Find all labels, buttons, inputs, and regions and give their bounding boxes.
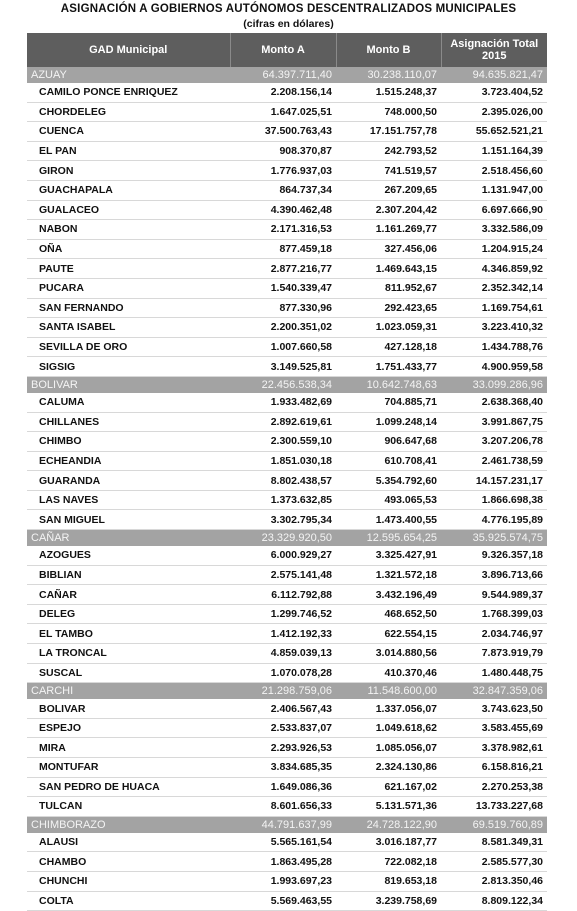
province-row [27, 816, 547, 833]
municipality-name: CHORDELEG [27, 102, 230, 122]
total-cell: 1.480.448,75 [441, 663, 547, 683]
monto-b-cell: 493.065,53 [336, 490, 441, 510]
table-row [27, 357, 547, 377]
monto-b-cell: 3.239.758,69 [336, 891, 441, 911]
municipality-name: SAN FERNANDO [27, 298, 230, 318]
municipality-name: ECHEANDIA [27, 451, 230, 471]
table-row [27, 141, 547, 161]
monto-a-cell: 1.540.339,47 [230, 278, 336, 298]
total-cell: 3.583.455,69 [441, 718, 547, 738]
header-gad-municipal: GAD Municipal [27, 33, 230, 67]
province-monto-b: 11.548.600,00 [336, 683, 441, 700]
total-cell: 4.900.959,58 [441, 357, 547, 377]
table-row [27, 718, 547, 738]
monto-a-cell: 8.601.656,33 [230, 797, 336, 817]
table-row [27, 278, 547, 298]
monto-b-cell: 722.082,18 [336, 852, 441, 872]
table-row [27, 102, 547, 122]
total-cell: 2.518.456,60 [441, 161, 547, 181]
province-total: 33.099.286,96 [441, 376, 547, 393]
monto-b-cell: 327.456,06 [336, 239, 441, 259]
monto-a-cell: 1.007.660,58 [230, 337, 336, 357]
total-cell: 3.896.713,66 [441, 565, 547, 585]
total-cell: 3.991.867,75 [441, 412, 547, 432]
total-cell: 2.638.368,40 [441, 393, 547, 412]
total-cell: 1.169.754,61 [441, 298, 547, 318]
municipality-name: CHUNCHI [27, 871, 230, 891]
province-name: CHIMBORAZO [27, 816, 230, 833]
monto-b-cell: 622.554,15 [336, 624, 441, 644]
monto-a-cell: 2.877.216,77 [230, 259, 336, 279]
table-row [27, 490, 547, 510]
table-row [27, 412, 547, 432]
monto-b-cell: 3.016.187,77 [336, 833, 441, 852]
total-cell: 9.326.357,18 [441, 546, 547, 565]
municipality-name: CHAMBO [27, 852, 230, 872]
total-cell: 3.743.623,50 [441, 699, 547, 718]
total-cell: 2.395.026,00 [441, 102, 547, 122]
total-cell: 1.866.698,38 [441, 490, 547, 510]
province-name: CAÑAR [27, 530, 230, 547]
monto-a-cell: 1.373.632,85 [230, 490, 336, 510]
monto-a-cell: 1.933.482,69 [230, 393, 336, 412]
monto-b-cell: 704.885,71 [336, 393, 441, 412]
province-monto-b: 10.642.748,63 [336, 376, 441, 393]
table-row [27, 546, 547, 565]
total-cell: 13.733.227,68 [441, 797, 547, 817]
monto-b-cell: 1.049.618,62 [336, 718, 441, 738]
province-row [27, 530, 547, 547]
table-row [27, 239, 547, 259]
table-row [27, 891, 547, 911]
monto-b-cell: 819.653,18 [336, 871, 441, 891]
monto-a-cell: 5.565.161,54 [230, 833, 336, 852]
province-monto-a: 21.298.759,06 [230, 683, 336, 700]
monto-b-cell: 3.432.196,49 [336, 585, 441, 605]
monto-a-cell: 1.647.025,51 [230, 102, 336, 122]
total-cell: 3.723.404,52 [441, 83, 547, 102]
total-cell: 2.461.738,59 [441, 451, 547, 471]
monto-a-cell: 5.569.463,55 [230, 891, 336, 911]
total-cell: 55.652.521,21 [441, 122, 547, 142]
monto-a-cell: 3.302.795,34 [230, 510, 336, 530]
province-monto-a: 23.329.920,50 [230, 530, 336, 547]
table-row [27, 432, 547, 452]
table-row [27, 318, 547, 338]
table-row [27, 337, 547, 357]
monto-a-cell: 877.330,96 [230, 298, 336, 318]
municipality-name: LAS NAVES [27, 490, 230, 510]
table-row [27, 220, 547, 240]
province-monto-a: 64.397.711,40 [230, 67, 336, 83]
monto-a-cell: 1.993.697,23 [230, 871, 336, 891]
monto-b-cell: 1.085.056,07 [336, 738, 441, 758]
monto-a-cell: 2.200.351,02 [230, 318, 336, 338]
table-row [27, 699, 547, 718]
total-cell: 8.581.349,31 [441, 833, 547, 852]
municipality-name: CUENCA [27, 122, 230, 142]
province-monto-b: 30.238.110,07 [336, 67, 441, 83]
monto-a-cell: 1.649.086,36 [230, 777, 336, 797]
table-row [27, 451, 547, 471]
total-cell: 1.434.788,76 [441, 337, 547, 357]
table-row [27, 758, 547, 778]
province-row [27, 683, 547, 700]
monto-b-cell: 1.321.572,18 [336, 565, 441, 585]
monto-b-cell: 2.307.204,42 [336, 200, 441, 220]
table-row [27, 259, 547, 279]
monto-a-cell: 6.112.792,88 [230, 585, 336, 605]
table-row [27, 510, 547, 530]
monto-a-cell: 2.208.156,14 [230, 83, 336, 102]
total-cell: 6.697.666,90 [441, 200, 547, 220]
province-name: AZUAY [27, 67, 230, 83]
monto-a-cell: 1.070.078,28 [230, 663, 336, 683]
municipality-name: AZOGUES [27, 546, 230, 565]
table-row [27, 777, 547, 797]
monto-a-cell: 864.737,34 [230, 180, 336, 200]
monto-a-cell: 908.370,87 [230, 141, 336, 161]
province-total: 69.519.760,89 [441, 816, 547, 833]
total-cell: 1.131.947,00 [441, 180, 547, 200]
table-row [27, 663, 547, 683]
monto-b-cell: 3.325.427,91 [336, 546, 441, 565]
total-cell: 1.768.399,03 [441, 604, 547, 624]
table-row [27, 624, 547, 644]
municipality-name: EL PAN [27, 141, 230, 161]
monto-b-cell: 292.423,65 [336, 298, 441, 318]
allocation-table [27, 33, 547, 911]
total-cell: 7.873.919,79 [441, 644, 547, 664]
monto-b-cell: 410.370,46 [336, 663, 441, 683]
monto-a-cell: 2.406.567,43 [230, 699, 336, 718]
monto-b-cell: 267.209,65 [336, 180, 441, 200]
monto-a-cell: 4.859.039,13 [230, 644, 336, 664]
monto-a-cell: 6.000.929,27 [230, 546, 336, 565]
table-row [27, 298, 547, 318]
monto-b-cell: 741.519,57 [336, 161, 441, 181]
monto-a-cell: 1.412.192,33 [230, 624, 336, 644]
table-row [27, 833, 547, 852]
municipality-name: SEVILLA DE ORO [27, 337, 230, 357]
monto-a-cell: 2.293.926,53 [230, 738, 336, 758]
province-name: BOLIVAR [27, 376, 230, 393]
table-row [27, 200, 547, 220]
header-asignacion-total: Asignación Total 2015 [441, 33, 547, 67]
municipality-name: ESPEJO [27, 718, 230, 738]
province-total: 35.925.574,75 [441, 530, 547, 547]
total-cell: 3.207.206,78 [441, 432, 547, 452]
monto-b-cell: 1.161.269,77 [336, 220, 441, 240]
municipality-name: MIRA [27, 738, 230, 758]
total-cell: 2.352.342,14 [441, 278, 547, 298]
document-title: ASIGNACIÓN A GOBIERNOS AUTÓNOMOS DESCENTRALIZADOS MUNICIPALES [60, 3, 517, 15]
monto-b-cell: 906.647,68 [336, 432, 441, 452]
monto-a-cell: 1.776.937,03 [230, 161, 336, 181]
monto-a-cell: 2.892.619,61 [230, 412, 336, 432]
province-total: 94.635.821,47 [441, 67, 547, 83]
province-monto-a: 44.791.637,99 [230, 816, 336, 833]
province-total: 32.847.359,06 [441, 683, 547, 700]
table-row [27, 604, 547, 624]
table-row [27, 180, 547, 200]
municipality-name: SAN MIGUEL [27, 510, 230, 530]
monto-a-cell: 37.500.763,43 [230, 122, 336, 142]
municipality-name: PUCARA [27, 278, 230, 298]
monto-a-cell: 2.171.316,53 [230, 220, 336, 240]
total-cell: 1.204.915,24 [441, 239, 547, 259]
monto-b-cell: 748.000,50 [336, 102, 441, 122]
municipality-name: SIGSIG [27, 357, 230, 377]
total-cell: 4.776.195,89 [441, 510, 547, 530]
municipality-name: SAN PEDRO DE HUACA [27, 777, 230, 797]
monto-b-cell: 1.751.433,77 [336, 357, 441, 377]
total-cell: 6.158.816,21 [441, 758, 547, 778]
monto-a-cell: 4.390.462,48 [230, 200, 336, 220]
monto-b-cell: 1.099.248,14 [336, 412, 441, 432]
monto-b-cell: 610.708,41 [336, 451, 441, 471]
table-row [27, 871, 547, 891]
monto-b-cell: 17.151.757,78 [336, 122, 441, 142]
municipality-name: SUSCAL [27, 663, 230, 683]
monto-a-cell: 2.575.141,48 [230, 565, 336, 585]
table-row [27, 738, 547, 758]
municipality-name: SANTA ISABEL [27, 318, 230, 338]
municipality-name: COLTA [27, 891, 230, 911]
municipality-name: ALAUSI [27, 833, 230, 852]
table-row [27, 797, 547, 817]
municipality-name: NABON [27, 220, 230, 240]
municipality-name: GUALACEO [27, 200, 230, 220]
municipality-name: CAMILO PONCE ENRIQUEZ [27, 83, 230, 102]
total-cell: 3.332.586,09 [441, 220, 547, 240]
municipality-name: CHIMBO [27, 432, 230, 452]
total-cell: 4.346.859,92 [441, 259, 547, 279]
table-row [27, 83, 547, 102]
total-cell: 14.157.231,17 [441, 471, 547, 491]
municipality-name: TULCAN [27, 797, 230, 817]
table-row [27, 393, 547, 412]
monto-b-cell: 468.652,50 [336, 604, 441, 624]
total-cell: 1.151.164,39 [441, 141, 547, 161]
municipality-name: LA TRONCAL [27, 644, 230, 664]
header-monto-a: Monto A [230, 33, 336, 67]
municipality-name: CHILLANES [27, 412, 230, 432]
total-cell: 8.809.122,34 [441, 891, 547, 911]
total-cell: 9.544.989,37 [441, 585, 547, 605]
municipality-name: GIRON [27, 161, 230, 181]
monto-b-cell: 1.515.248,37 [336, 83, 441, 102]
municipality-name: GUARANDA [27, 471, 230, 491]
monto-a-cell: 2.300.559,10 [230, 432, 336, 452]
monto-b-cell: 2.324.130,86 [336, 758, 441, 778]
monto-b-cell: 3.014.880,56 [336, 644, 441, 664]
monto-b-cell: 427.128,18 [336, 337, 441, 357]
monto-a-cell: 3.149.525,81 [230, 357, 336, 377]
total-cell: 3.223.410,32 [441, 318, 547, 338]
municipality-name: OÑA [27, 239, 230, 259]
monto-b-cell: 5.131.571,36 [336, 797, 441, 817]
table-row [27, 852, 547, 872]
municipality-name: CALUMA [27, 393, 230, 412]
province-monto-a: 22.456.538,34 [230, 376, 336, 393]
monto-a-cell: 1.863.495,28 [230, 852, 336, 872]
municipality-name: PAUTE [27, 259, 230, 279]
monto-b-cell: 1.469.643,15 [336, 259, 441, 279]
municipality-name: BIBLIAN [27, 565, 230, 585]
monto-b-cell: 1.473.400,55 [336, 510, 441, 530]
province-monto-b: 12.595.654,25 [336, 530, 441, 547]
total-cell: 3.378.982,61 [441, 738, 547, 758]
monto-b-cell: 242.793,52 [336, 141, 441, 161]
municipality-name: BOLIVAR [27, 699, 230, 718]
province-monto-b: 24.728.122,90 [336, 816, 441, 833]
monto-b-cell: 5.354.792,60 [336, 471, 441, 491]
municipality-name: DELEG [27, 604, 230, 624]
municipality-name: GUACHAPALA [27, 180, 230, 200]
document-subtitle: (cifras en dólares) [243, 18, 334, 30]
municipality-name: EL TAMBO [27, 624, 230, 644]
total-cell: 2.270.253,38 [441, 777, 547, 797]
monto-b-cell: 1.023.059,31 [336, 318, 441, 338]
municipality-name: CAÑAR [27, 585, 230, 605]
table-header-row [27, 33, 547, 67]
table-row [27, 122, 547, 142]
monto-a-cell: 2.533.837,07 [230, 718, 336, 738]
total-cell: 2.585.577,30 [441, 852, 547, 872]
monto-a-cell: 877.459,18 [230, 239, 336, 259]
table-row [27, 161, 547, 181]
table-row [27, 471, 547, 491]
header-monto-b: Monto B [336, 33, 441, 67]
monto-b-cell: 621.167,02 [336, 777, 441, 797]
monto-a-cell: 3.834.685,35 [230, 758, 336, 778]
table-row [27, 585, 547, 605]
monto-a-cell: 8.802.438,57 [230, 471, 336, 491]
total-cell: 2.034.746,97 [441, 624, 547, 644]
table-row [27, 644, 547, 664]
monto-b-cell: 811.952,67 [336, 278, 441, 298]
province-row [27, 67, 547, 83]
province-row [27, 376, 547, 393]
table-row [27, 565, 547, 585]
monto-a-cell: 1.299.746,52 [230, 604, 336, 624]
monto-b-cell: 1.337.056,07 [336, 699, 441, 718]
monto-a-cell: 1.851.030,18 [230, 451, 336, 471]
province-name: CARCHI [27, 683, 230, 700]
table-body [27, 67, 547, 911]
total-cell: 2.813.350,46 [441, 871, 547, 891]
municipality-name: MONTUFAR [27, 758, 230, 778]
